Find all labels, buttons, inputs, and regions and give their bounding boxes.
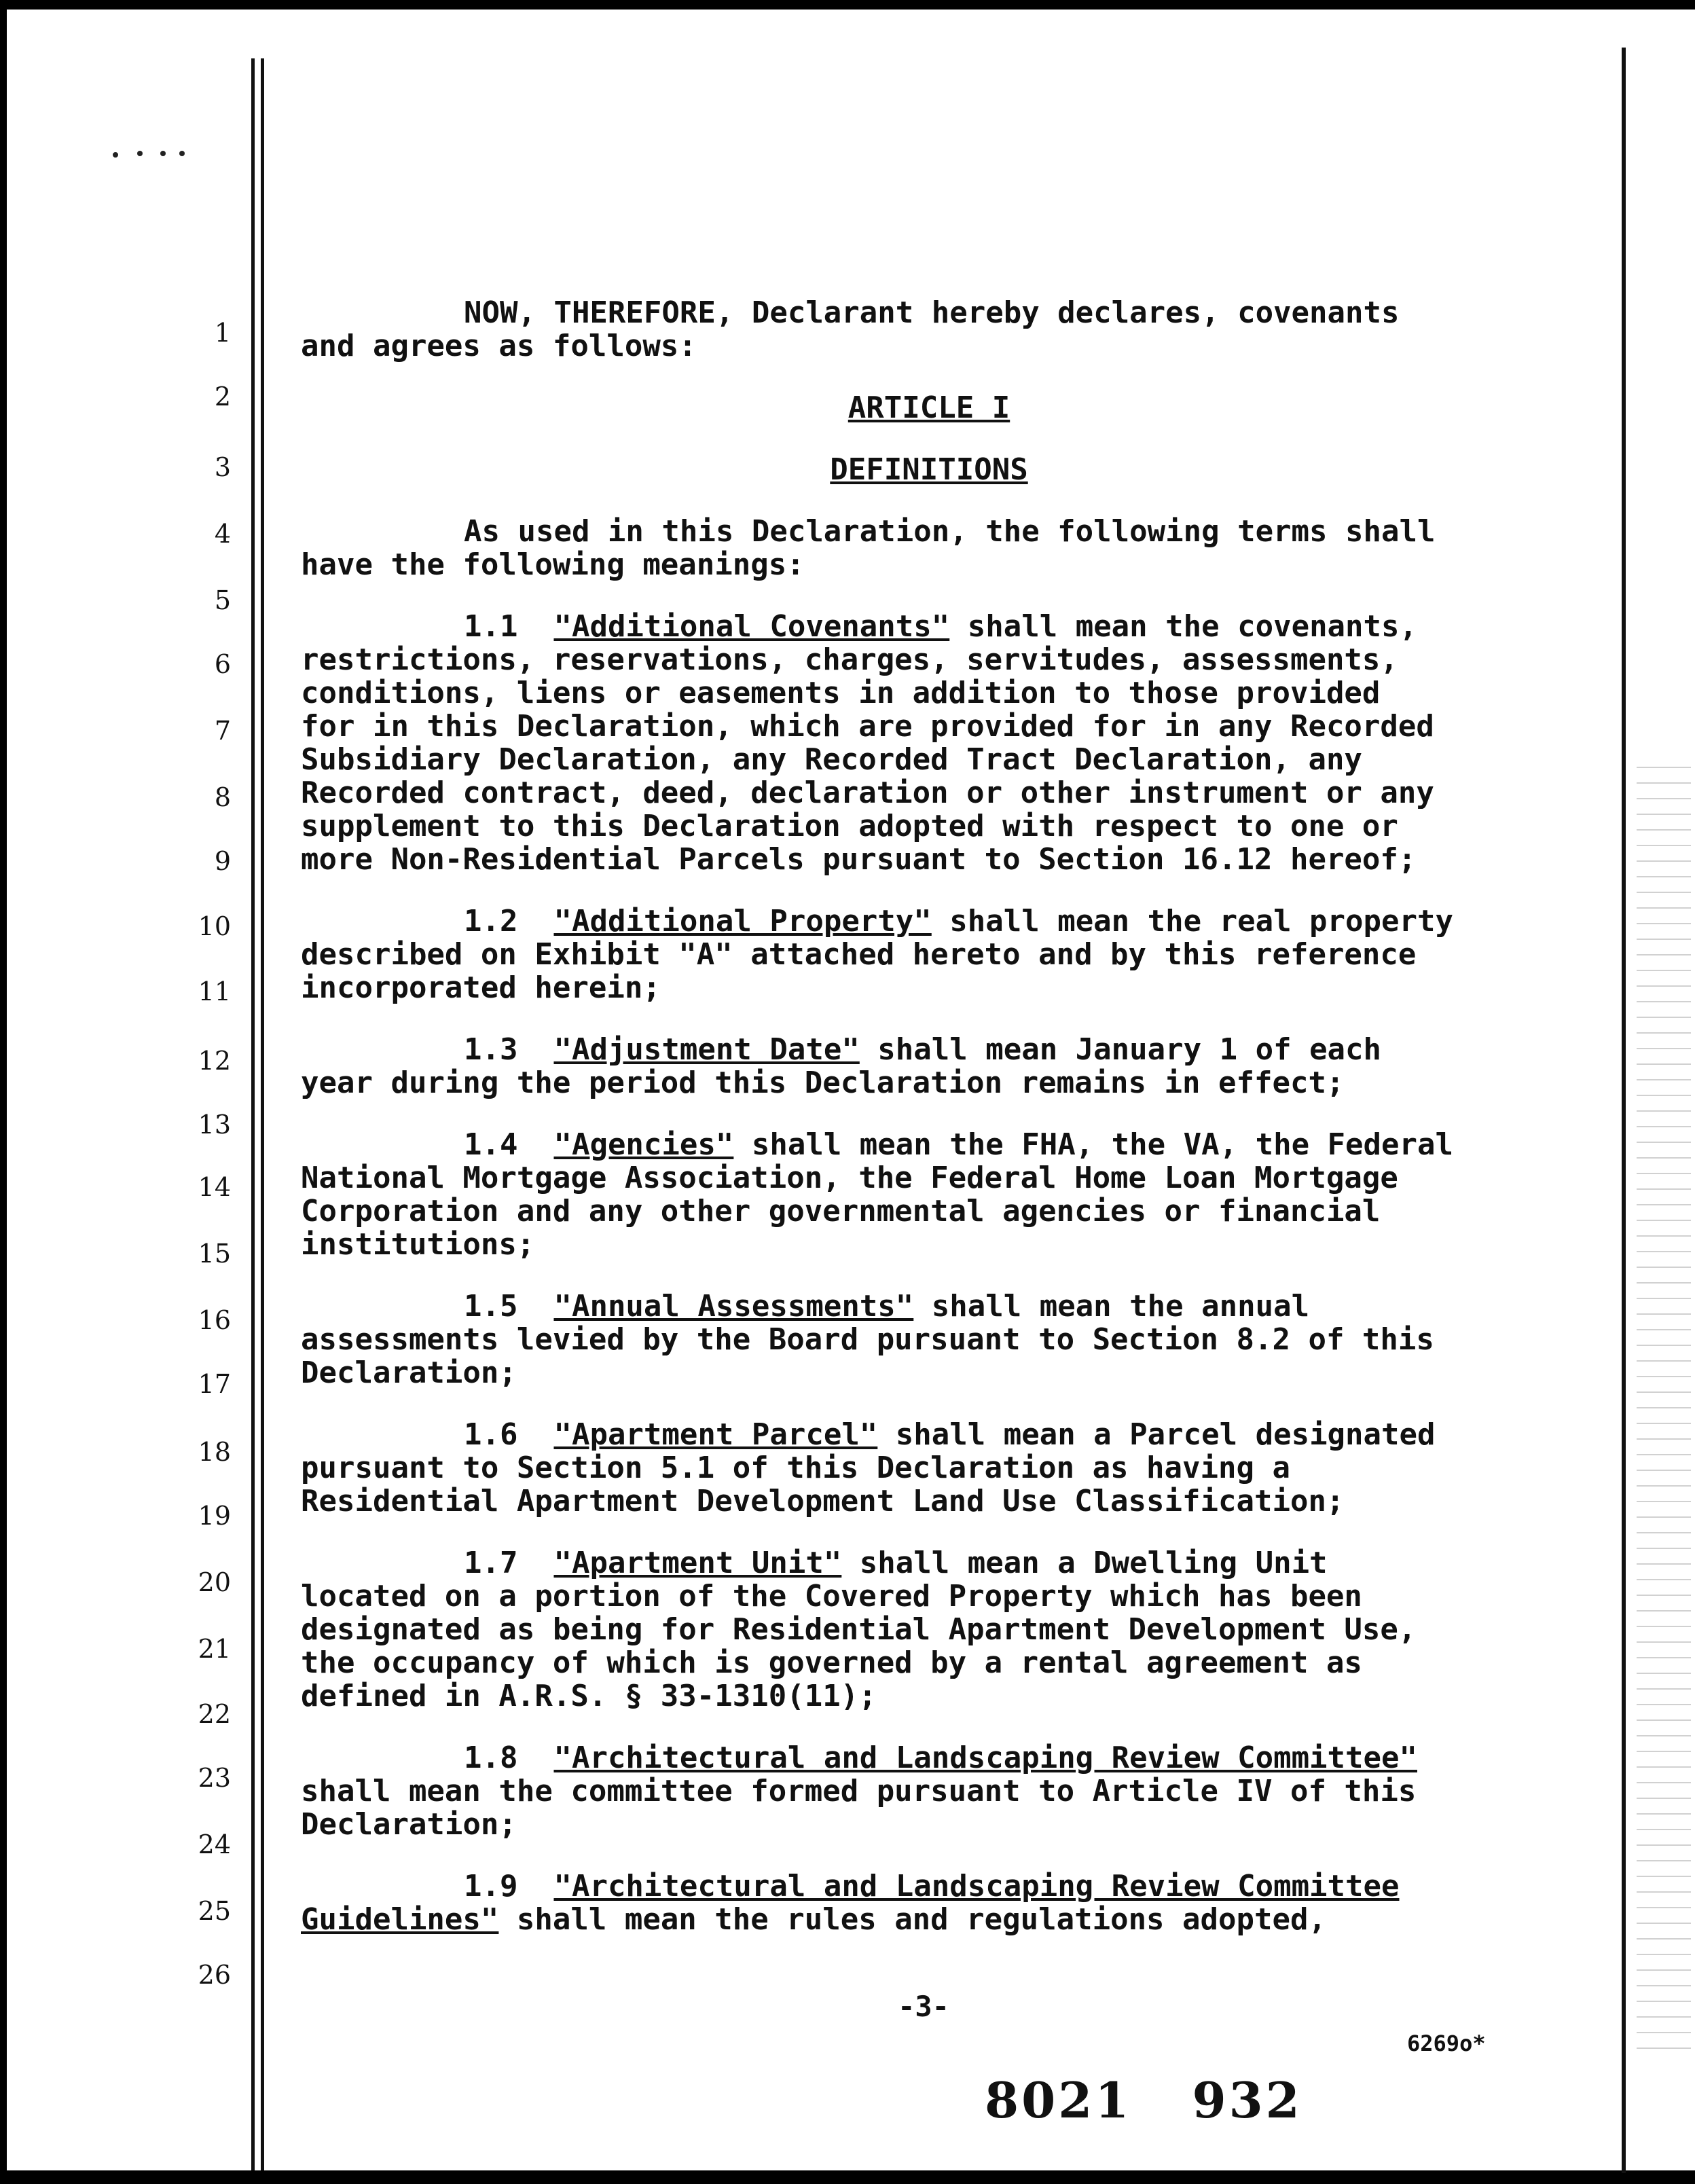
definition-term: "Additional Covenants": [553, 609, 950, 644]
definition-line: Corporation and any other governmental agencies or financial: [301, 1194, 1381, 1228]
recording-number: [985, 2071, 1302, 2129]
line-number: 21: [198, 1634, 231, 1664]
scan-speck: [179, 151, 185, 156]
line-number: 8: [214, 782, 231, 812]
definition-line: described on Exhibit "A" attached hereto and by this reference: [301, 937, 1417, 972]
definition-1-8: [301, 1741, 1557, 1774]
line-number: 7: [214, 716, 231, 746]
definition-1-2: [301, 905, 1557, 938]
definition-line: more Non-Residential Parcels pursuant to Section 16.12 hereof;: [301, 842, 1417, 877]
document-code: 6269o*: [1407, 2031, 1486, 2056]
definition-term: "Additional Property": [553, 904, 932, 939]
definition-line: designated as being for Residential Apartment Development Use,: [301, 1612, 1417, 1647]
definition-number: 1.4: [464, 1127, 518, 1162]
scan-noise-right: [1637, 761, 1691, 2051]
line-number: 20: [198, 1567, 231, 1597]
definition-text: shall mean a Parcel designated: [877, 1417, 1436, 1452]
definition-line: assessments levied by the Board pursuant to Section 8.2 of this: [301, 1322, 1434, 1357]
definition-number: 1.7: [464, 1546, 518, 1580]
definition-number: 1.8: [464, 1741, 518, 1775]
definition-line: shall mean the committee formed pursuant to Article IV of this: [301, 1774, 1417, 1808]
definition-line: Declaration;: [301, 1355, 517, 1390]
article-title: ARTICLE I: [848, 390, 1010, 425]
scan-speck: [113, 152, 118, 158]
line-number: 18: [198, 1437, 231, 1467]
line-number: 1: [214, 318, 231, 348]
definition-number: 1.6: [464, 1417, 518, 1452]
intro-line: and agrees as follows:: [301, 329, 697, 363]
definition-text: shall mean the covenants,: [949, 609, 1418, 644]
scan-speck: [160, 151, 166, 156]
definition-line: defined in A.R.S. § 33-1310(11);: [301, 1679, 877, 1713]
scan-speck: [137, 151, 143, 156]
definition-line: institutions;: [301, 1227, 535, 1262]
definition-1-9: [301, 1870, 1557, 1903]
line-number: 11: [198, 977, 231, 1006]
definition-1-4: [301, 1128, 1557, 1161]
line-number: 15: [198, 1239, 231, 1269]
definition-1-3: [301, 1033, 1557, 1066]
definition-line: conditions, liens or easements in addition to those provided: [301, 676, 1381, 710]
definition-line: Residential Apartment Development Land Use Classification;: [301, 1484, 1345, 1518]
definition-line: Subsidiary Declaration, any Recorded Tract Declaration, any: [301, 742, 1362, 777]
definition-term: "Architectural and Landscaping Review Committee": [553, 1741, 1417, 1775]
definition-line: Recorded contract, deed, declaration or other instrument or any: [301, 776, 1434, 810]
definition-line: located on a portion of the Covered Property which has been: [301, 1579, 1362, 1614]
line-number: 4: [214, 519, 231, 549]
definition-term: "Annual Assessments": [553, 1289, 914, 1324]
definition-number: 1.9: [464, 1869, 518, 1904]
scan-edge-bottom: [0, 2170, 1695, 2184]
definition-text: shall mean the real property: [931, 904, 1453, 939]
definition-number: 1.3: [464, 1032, 518, 1067]
definition-line: Declaration;: [301, 1807, 517, 1842]
record-page: 932: [1192, 2071, 1302, 2129]
line-number: 13: [198, 1110, 231, 1140]
definition-line: year during the period this Declaration remains in effect;: [301, 1066, 1345, 1100]
definition-line: National Mortgage Association, the Federal Home Loan Mortgage: [301, 1161, 1398, 1195]
line-number: 9: [214, 846, 231, 876]
definition-number: 1.2: [464, 904, 518, 939]
definition-line: incorporated herein;: [301, 970, 661, 1005]
definition-1-7: [301, 1546, 1557, 1580]
section-title: DEFINITIONS: [830, 452, 1028, 487]
line-number: 22: [198, 1699, 231, 1729]
definition-1-6: [301, 1418, 1557, 1451]
line-number: 17: [198, 1369, 231, 1399]
lead-line: As used in this Declaration, the following terms shall: [464, 514, 1436, 549]
scan-edge-top: [0, 0, 1695, 10]
definition-term: "Agencies": [553, 1127, 734, 1162]
definition-text: shall mean January 1 of each: [859, 1032, 1382, 1067]
definition-line: [301, 1903, 1557, 1936]
definition-text: shall mean the FHA, the VA, the Federal: [733, 1127, 1453, 1162]
line-number: 14: [198, 1172, 231, 1202]
line-number: 2: [214, 382, 231, 412]
page-number: -3-: [898, 1990, 949, 2023]
definition-text: shall mean the annual: [913, 1289, 1310, 1324]
definition-line: the occupancy of which is governed by a rental agreement as: [301, 1645, 1362, 1680]
definition-line: pursuant to Section 5.1 of this Declaration as having a: [301, 1451, 1290, 1485]
definition-line: for in this Declaration, which are provided for in any Recorded: [301, 709, 1434, 744]
line-number: 10: [198, 911, 231, 941]
line-number: 25: [198, 1896, 231, 1926]
definition-text: shall mean a Dwelling Unit: [841, 1546, 1328, 1580]
line-number: 6: [214, 649, 231, 679]
definition-term: "Apartment Unit": [553, 1546, 842, 1580]
record-book: 8021: [985, 2071, 1132, 2129]
definition-term-continued: Guidelines": [301, 1902, 499, 1937]
line-number: 16: [198, 1305, 231, 1335]
document-body: [301, 296, 1557, 1936]
left-margin-rule: [251, 58, 255, 2170]
definition-number: 1.1: [464, 609, 518, 644]
intro-line: NOW, THEREFORE, Declarant hereby declares, covenants: [464, 295, 1400, 330]
definition-term: "Apartment Parcel": [553, 1417, 878, 1452]
lead-line: have the following meanings:: [301, 547, 805, 582]
line-number: 12: [198, 1046, 231, 1076]
scan-edge-left: [0, 0, 7, 2184]
line-number: 24: [198, 1830, 231, 1859]
left-margin-rule-inner: [261, 58, 264, 2170]
definition-1-5: [301, 1290, 1557, 1323]
line-number: 3: [214, 452, 231, 482]
definition-line: supplement to this Declaration adopted with respect to one or: [301, 809, 1398, 843]
definition-term: "Architectural and Landscaping Review Committee: [553, 1869, 1400, 1904]
definition-text: shall mean the rules and regulations adopted,: [498, 1902, 1326, 1937]
definition-number: 1.5: [464, 1289, 518, 1324]
definition-1-1: [301, 610, 1557, 643]
line-number: 23: [198, 1763, 231, 1793]
line-number: 5: [214, 585, 231, 615]
line-number: 26: [198, 1960, 231, 1990]
line-number: 19: [198, 1501, 231, 1531]
right-margin-rule: [1622, 48, 1626, 2173]
definition-line: restrictions, reservations, charges, servitudes, assessments,: [301, 642, 1398, 677]
definition-term: "Adjustment Date": [553, 1032, 860, 1067]
